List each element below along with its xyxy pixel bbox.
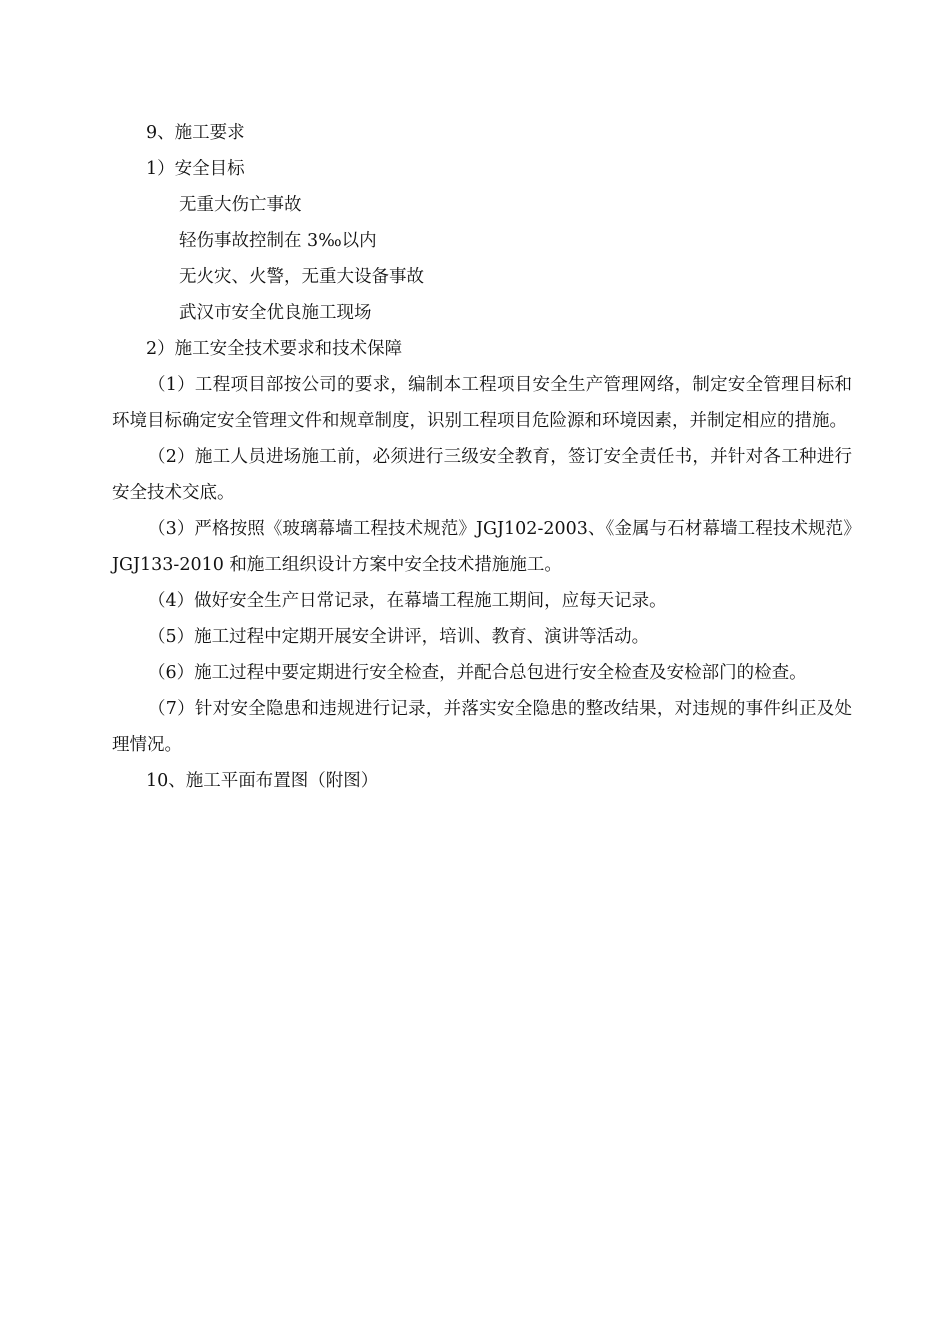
requirement-paragraph: （5）施工过程中定期开展安全讲评，培训、教育、演讲等活动。 (148, 627, 650, 647)
subsection-1-heading: 1）安全目标 (146, 159, 245, 179)
safety-goal-item: 武汉市安全优良施工现场 (179, 303, 372, 323)
requirement-paragraph: （1）工程项目部按公司的要求，编制本工程项目安全生产管理网络，制定安全管理目标和环境目标确定安全管理文件和规章制度，识别工程项目危险源和环境因素，并制定相应的措施。 (112, 375, 852, 431)
requirement-paragraph: （3）严格按照《玻璃幕墙工程技术规范》JGJ102-2003、《金属与石材幕墙工程技术规范》JGJ133-2010 和施工组织设计方案中安全技术措施施工。 (112, 519, 852, 575)
requirement-paragraph: （7）针对安全隐患和违规进行记录，并落实安全隐患的整改结果，对违规的事件纠正及处理情况。 (112, 699, 852, 755)
requirement-paragraph: （6）施工过程中要定期进行安全检查，并配合总包进行安全检查及安检部门的检查。 (148, 663, 807, 683)
subsection-2-heading: 2）施工安全技术要求和技术保障 (146, 339, 403, 359)
requirement-paragraph: （4）做好安全生产日常记录，在幕墙工程施工期间，应每天记录。 (148, 591, 667, 611)
requirement-paragraph: （2）施工人员进场施工前，必须进行三级安全教育，签订安全责任书，并针对各工种进行安全技术交底。 (112, 447, 852, 503)
safety-goal-item: 无重大伤亡事故 (179, 195, 302, 215)
section-10-heading: 10、施工平面布置图（附图） (146, 771, 379, 791)
document-body (112, 115, 852, 799)
section-9-heading: 9、施工要求 (146, 123, 245, 143)
safety-goal-item: 无火灾、火警，无重大设备事故 (179, 267, 424, 287)
safety-goal-item: 轻伤事故控制在 3‰以内 (179, 231, 377, 251)
